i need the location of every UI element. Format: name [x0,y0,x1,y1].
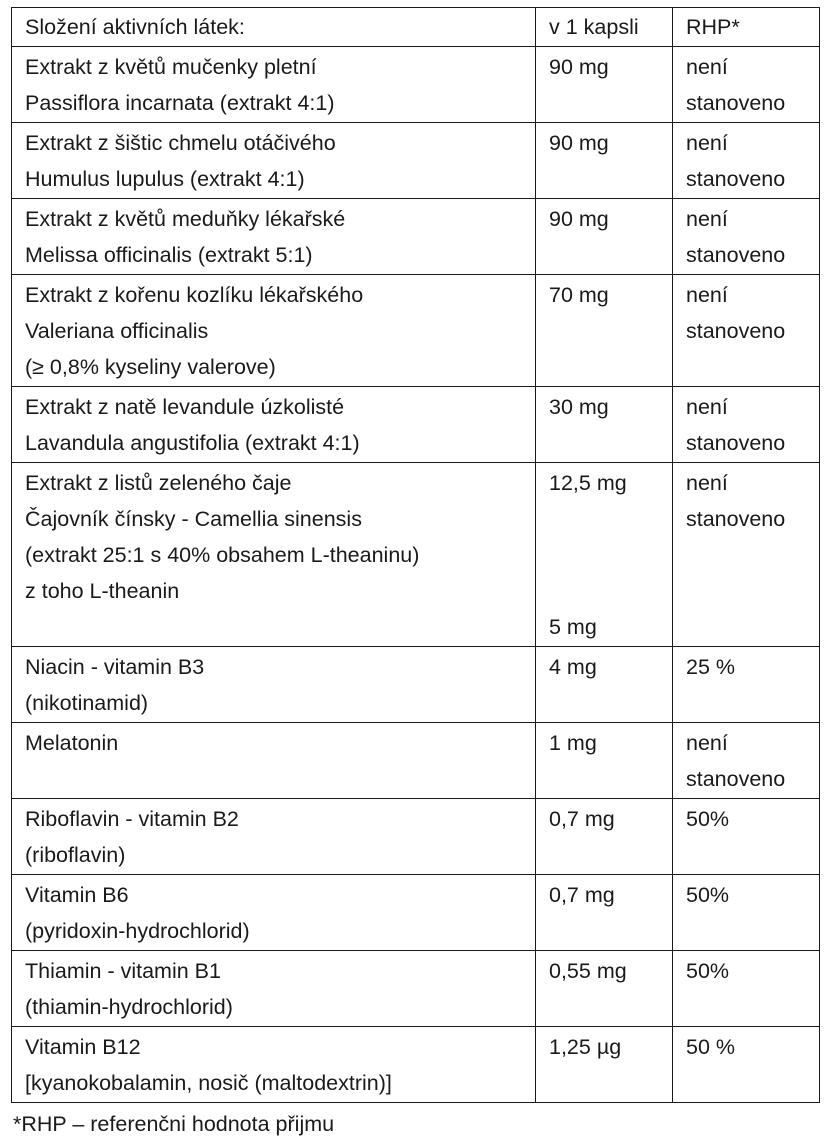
ingredient-line: Melissa officinalis (extrakt 5:1) [25,243,313,267]
ingredient-line: Extrakt z květů meduňky lékařské [25,207,346,231]
rhp-cell [673,799,820,875]
spacer [549,537,666,573]
amount-cell [536,951,673,1027]
ingredient-cell [12,387,536,463]
ingredient-line: (nikotinamid) [25,691,149,715]
amount-cell [536,723,673,799]
rhp-value: 50% [686,883,730,907]
amount-cell [536,875,673,951]
amount-cell [536,123,673,199]
rhp-cell [673,123,820,199]
ingredient-line: Niacin - vitamin B3 [25,655,205,679]
table-row [12,647,820,723]
amount-value: 90 mg [549,207,609,231]
table-header-row [12,8,820,47]
ingredient-line: Riboflavin - vitamin B2 [25,807,239,831]
table-row [12,799,820,875]
rhp-value: 50% [686,959,730,983]
ingredient-cell [12,275,536,387]
ingredient-cell [12,799,536,875]
rhp-cell [673,1027,820,1103]
amount-value: 0,55 mg [549,959,627,983]
rhp-value: stanoveno [686,319,786,343]
amount-value: 90 mg [549,131,609,155]
ingredients-table [11,7,820,1103]
ingredient-cell [12,123,536,199]
rhp-value: není [686,471,728,495]
amount-cell [536,199,673,275]
rhp-value: stanoveno [686,167,786,191]
rhp-value: stanoveno [686,91,786,115]
ingredient-line: Extrakt z kořenu kozlíku lékařského [25,283,364,307]
rhp-value: není [686,131,728,155]
table-row [12,275,820,387]
ingredient-line: (pyridoxin-hydrochlorid) [25,919,250,943]
ingredient-line: Thiamin - vitamin B1 [25,959,221,983]
amount-cell [536,47,673,123]
rhp-value: stanoveno [686,507,786,531]
ingredient-line: (≥ 0,8% kyseliny valerove) [25,355,276,379]
amount-value: 0,7 mg [549,807,615,831]
ingredient-cell [12,723,536,799]
ingredient-cell [12,875,536,951]
rhp-value: není [686,731,728,755]
table-row [12,199,820,275]
header-rhp: RHP* [673,8,820,47]
ingredient-cell [12,1027,536,1103]
rhp-cell [673,275,820,387]
header-amount: v 1 kapsli [536,8,673,47]
rhp-value: 50 % [686,1035,736,1059]
ingredient-line: Humulus lupulus (extrakt 4:1) [25,167,305,191]
amount-value: 4 mg [549,655,597,679]
amount-value: 1 mg [549,731,597,755]
ingredient-cell [12,199,536,275]
ingredient-cell [12,647,536,723]
ingredient-line: Valeriana officinalis [25,319,209,343]
rhp-cell [673,47,820,123]
rhp-cell [673,723,820,799]
amount-value: 70 mg [549,283,609,307]
rhp-value: stanoveno [686,431,786,455]
amount-sub-value: 5 mg [549,615,597,639]
rhp-cell [673,387,820,463]
rhp-cell [673,647,820,723]
rhp-value: není [686,55,728,79]
ingredient-line: [kyanokobalamin, nosič (maltodextrin)] [25,1071,392,1095]
ingredient-line: Melatonin [25,731,119,755]
rhp-value: stanoveno [686,243,786,267]
ingredient-line: Extrakt z šištic chmelu otáčivého [25,131,336,155]
table-row [12,1027,820,1103]
rhp-cell [673,951,820,1027]
ingredient-line: z toho L-theanin [25,579,180,603]
rhp-value: stanoveno [686,767,786,791]
amount-value: 30 mg [549,395,609,419]
rhp-cell [673,463,820,647]
ingredient-line: Extrakt z květů mučenky pletní [25,55,317,79]
rhp-value: 25 % [686,655,736,679]
table-row [12,951,820,1027]
header-ingredient: Složení aktivních látek: [12,8,536,47]
ingredient-line: Lavandula angustifolia (extrakt 4:1) [25,431,360,455]
rhp-value: 50% [686,807,730,831]
table-row [12,463,820,647]
amount-value: 0,7 mg [549,883,615,907]
table-body [12,8,820,1103]
amount-cell [536,275,673,387]
rhp-value: není [686,283,728,307]
amount-cell [536,387,673,463]
table-row [12,723,820,799]
spacer [549,573,666,609]
rhp-value: není [686,207,728,231]
table-row [12,875,820,951]
rhp-cell [673,199,820,275]
ingredient-line: Čajovník čínsky - Camellia sinensis [25,507,362,531]
amount-cell [536,463,673,647]
amount-value: 90 mg [549,55,609,79]
ingredient-cell [12,951,536,1027]
rhp-value: není [686,395,728,419]
table-row [12,47,820,123]
ingredient-cell [12,47,536,123]
amount-cell [536,799,673,875]
ingredient-line: Vitamin B12 [25,1035,141,1059]
amount-cell [536,647,673,723]
ingredient-cell [12,463,536,647]
document [11,7,825,1139]
ingredient-line: Extrakt z natě levandule úzkolisté [25,395,345,419]
rhp-cell [673,875,820,951]
ingredient-line: Passiflora incarnata (extrakt 4:1) [25,91,335,115]
table-row [12,387,820,463]
amount-cell [536,1027,673,1103]
ingredient-line: (riboflavin) [25,843,126,867]
table-row [12,123,820,199]
ingredient-line: Extrakt z listů zeleného čaje [25,471,292,495]
amount-value: 1,25 µg [549,1035,622,1059]
spacer [549,501,666,537]
amount-value: 12,5 mg [549,471,627,495]
footnote: *RHP – referenčni hodnota přijmu [13,1112,335,1136]
ingredient-line: Vitamin B6 [25,883,129,907]
ingredient-line: (thiamin-hydrochlorid) [25,995,233,1019]
ingredient-line: (extrakt 25:1 s 40% obsahem L-theaninu) [25,543,420,567]
